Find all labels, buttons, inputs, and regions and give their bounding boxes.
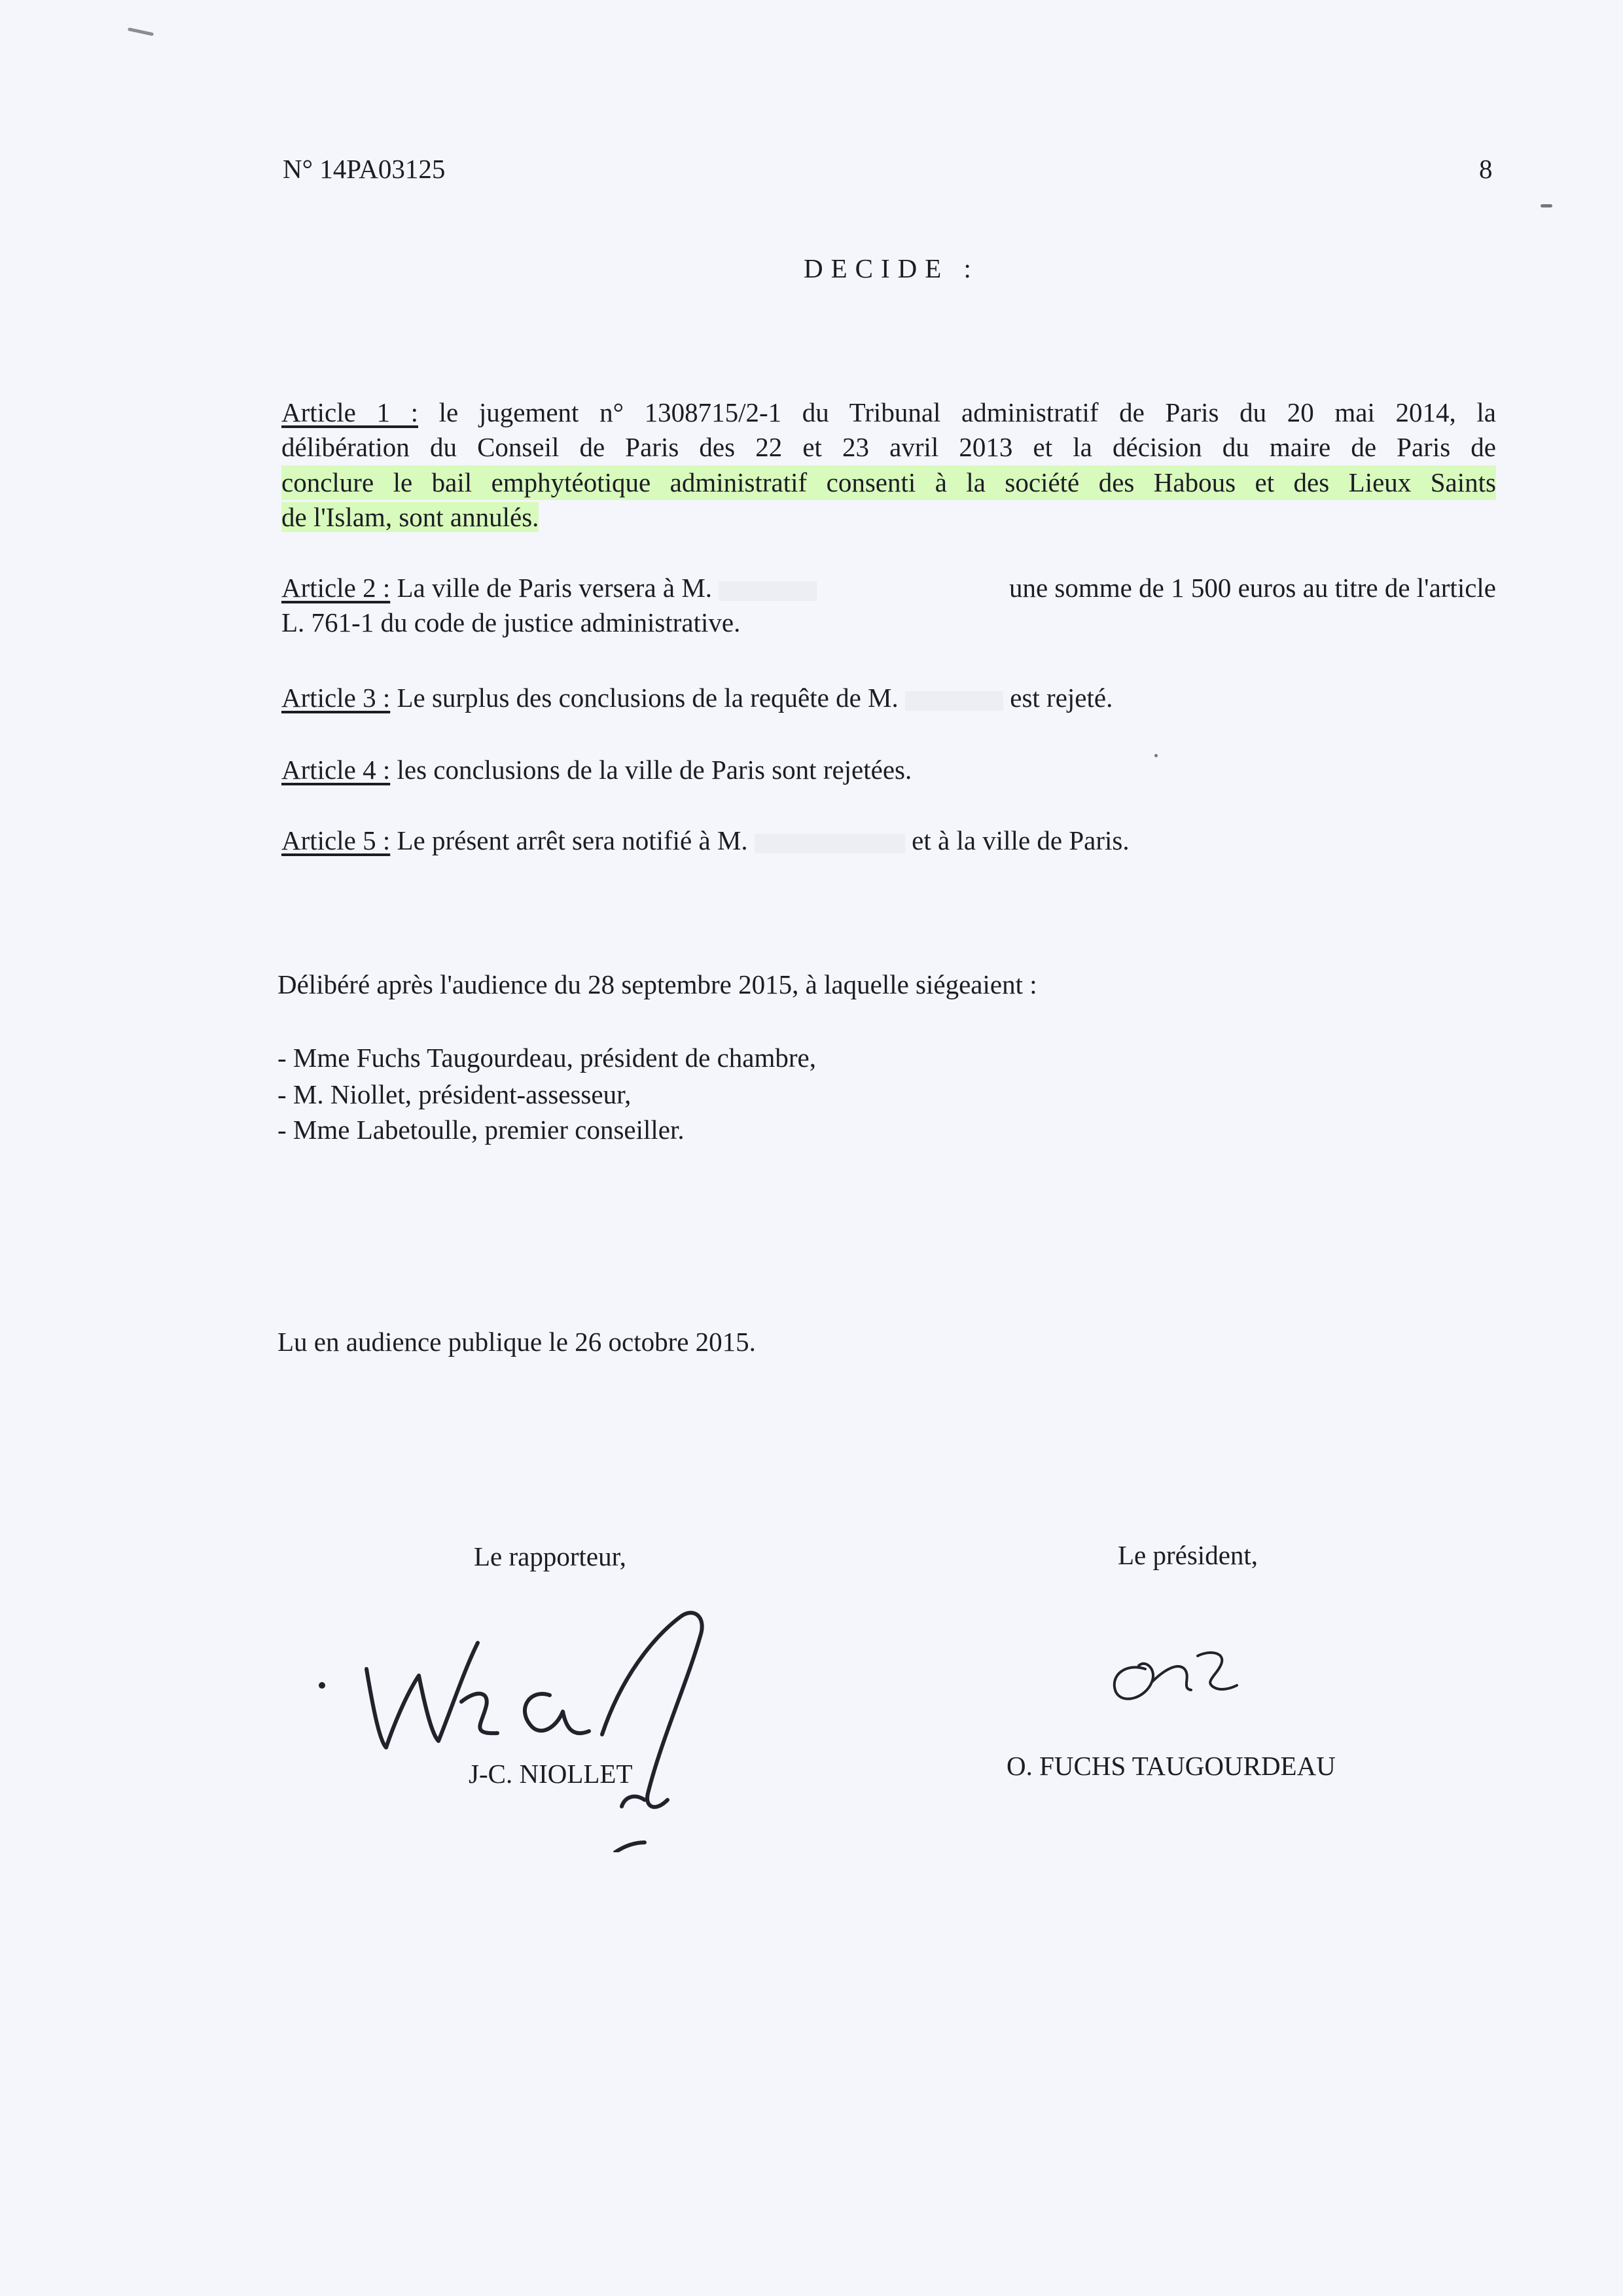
president-name: O. FUCHS TAUGOURDEAU <box>1007 1751 1336 1781</box>
case-number: N° 14PA03125 <box>283 154 446 184</box>
article-1-line-1 <box>281 395 1496 430</box>
article-1-line-2: délibération du Conseil de Paris des 22 et 23 avril 2013 et la décision du maire de Paris de <box>281 432 1496 463</box>
article-1-text-line-1: le jugement n° 1308715/2-1 du Tribunal administratif de Paris du 20 mai 2014, la <box>438 397 1496 427</box>
article-1-line-4 <box>281 500 1496 535</box>
member-3: - Mme Labetoulle, premier conseiller. <box>277 1115 685 1145</box>
public-reading: Lu en audience publique le 26 octobre 2015. <box>277 1327 756 1357</box>
deliberation-intro: Délibéré après l'audience du 28 septembre 2015, à laquelle siégeaient : <box>277 969 1037 999</box>
article-3 <box>281 681 1496 715</box>
article-4-label: Article 4 : <box>281 755 391 785</box>
redacted-name <box>719 581 817 601</box>
article-2-text-before: La ville de Paris versera à M. <box>397 573 713 603</box>
decision-title: DECIDE : <box>804 253 979 283</box>
article-2-label: Article 2 : <box>281 573 391 603</box>
member-1: - Mme Fuchs Taugourdeau, président de chambre, <box>277 1043 816 1073</box>
article-3-text-before: Le surplus des conclusions de la requête de M. <box>397 683 899 713</box>
article-3-text-after: est rejeté. <box>1010 683 1113 713</box>
article-3-label: Article 3 : <box>281 683 391 713</box>
rapporteur-name: J-C. NIOLLET <box>469 1759 633 1789</box>
president-title: Le président, <box>1118 1540 1258 1570</box>
scan-mark <box>1541 204 1552 207</box>
rapporteur-signature <box>314 1577 759 1852</box>
redacted-name <box>755 834 905 853</box>
article-2-head <box>281 571 817 605</box>
article-5 <box>281 823 1496 858</box>
scan-mark <box>1154 754 1158 757</box>
rapporteur-title: Le rapporteur, <box>474 1541 626 1571</box>
page-number: 8 <box>1479 154 1493 184</box>
article-2 <box>281 571 1496 641</box>
article-4-text: les conclusions de la ville de Paris sont rejetées. <box>397 755 912 785</box>
scan-mark <box>128 27 154 36</box>
article-5-text-before: Le présent arrêt sera notifié à M. <box>397 825 748 855</box>
article-1-text-line-4: de l'Islam, sont annulés. <box>281 501 539 532</box>
president-signature <box>1099 1630 1257 1715</box>
article-2-text-after: une somme de 1 500 euros au titre de l'article <box>1008 573 1496 603</box>
article-4 <box>281 753 1496 787</box>
member-2: - M. Niollet, président-assesseur, <box>277 1079 632 1109</box>
article-2-line-1 <box>281 571 1496 605</box>
article-1-label: Article 1 : <box>281 397 418 427</box>
article-5-text-after: et à la ville de Paris. <box>912 825 1130 855</box>
article-1-line-3: conclure le bail emphytéotique administratif consenti à la société des Habous et des Lieux Saints <box>281 465 1496 500</box>
article-1 <box>281 395 1496 535</box>
article-5-label: Article 5 : <box>281 825 391 855</box>
article-2-line-2: L. 761-1 du code de justice administrative. <box>281 607 741 638</box>
redacted-name <box>905 691 1003 711</box>
